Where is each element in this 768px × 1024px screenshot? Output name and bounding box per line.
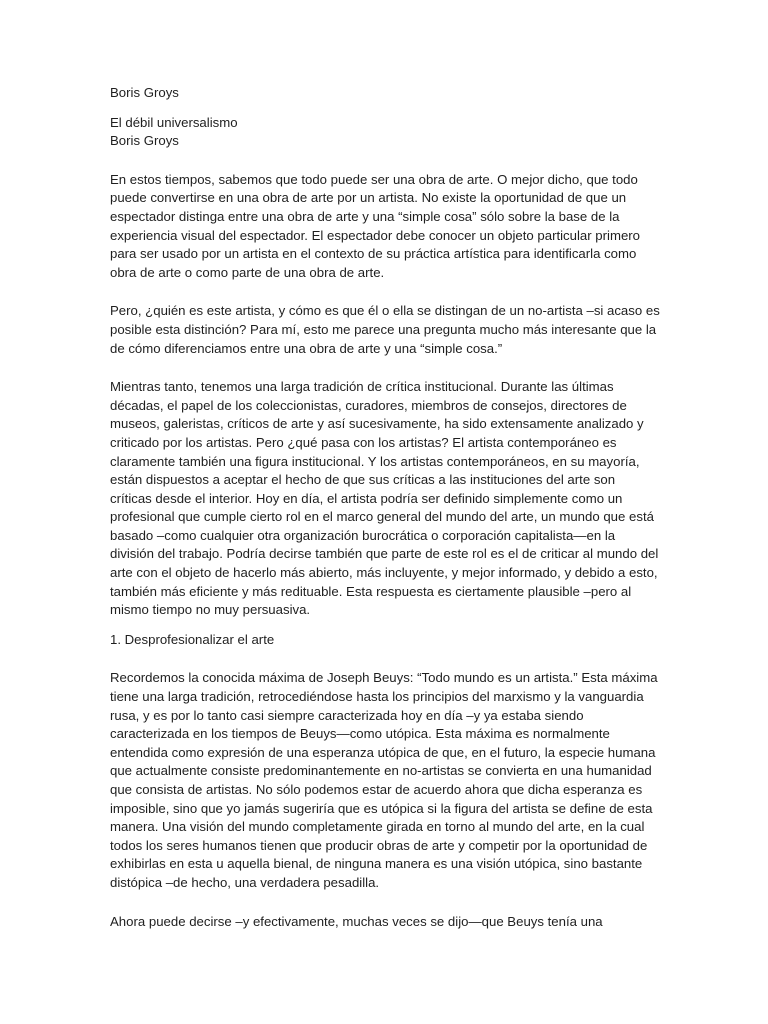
paragraph-intro-1: En estos tiempos, sabemos que todo puede ser una obra de arte. O mejor dicho, que todo puede convertirse en una obra de arte por un artista. No existe la oportunidad de que un espectador distinga entre una obra de arte y una “simple cosa” sólo sobre la base de la experiencia visual del espectador. El espectador debe conocer un objeto particular primero para ser usado por un artista en el contexto de su práctica artística para identificarla como obra de arte o como parte de una obra de arte. xyxy=(110,171,641,280)
document-body xyxy=(110,84,660,951)
paragraph-section-1: Recordemos la conocida máxima de Joseph Beuys: “Todo mundo es un artista.” Esta máxima tiene una larga tradición, retrocediéndose hasta los principios del marxismo y la vanguardia rusa, y es por lo tanto casi siempre caracterizada hoy en día –y ya estaba siendo caracterizada en los tiempos de Beuys—como utópica. Esta máxima es normalmente entendida como expresión de una esperanza utópica de que, en el futuro, la especie humana que actualmente consiste predominantemente en no-artistas se convierta en una humanidad que consista de artistas. No sólo podemos estar de acuerdo ahora que dicha esperanza es imposible, sino que yo jamás sugeriría que es utópica si la figura del artista se define de esta manera. Una visión del mundo completamente girada en torno al mundo del arte, en la cual todos los seres humanos tienen que producir obras de arte y competir por la oportunidad de exhibirlas en esta u aquella bienal, de ninguna manera es una visión utópica, sino bastante distópica –de hecho, una verdadera pesadilla. xyxy=(110,670,658,890)
section-heading: 1. Desprofesionalizar el arte xyxy=(110,631,275,647)
header-author: Boris Groys xyxy=(110,85,179,100)
document-title: El débil universalismo xyxy=(110,114,238,130)
paragraph-intro-3: Mientras tanto, tenemos una larga tradición de crítica institucional. Durante las últimas décadas, el papel de los coleccionistas, curadores, miembros de consejos, directores de museos, galeristas, críticos de arte y así sucesivamente, ha sido extensamente analizado y criticado por los artistas. Pero ¿qué pasa con los artistas? El artista contemporáneo es claramente también una figura institucional. Y los artistas contemporáneos, en su mayoría, están dispuestos a aceptar el hecho de que sus críticas a las instituciones del arte son críticas desde el interior. Hoy en día, el artista podría ser definido simplemente como un profesional que cumple cierto rol en el marco general del mundo del arte, un mundo que está basado –como cualquier otra organización burocrática o corporación capitalista—en la división del trabajo. Podría decirse también que parte de este rol es el de criticar al mundo del arte con el objeto de hacerlo más abierto, más incluyente, y mejor informado, y debido a esto, también más eficiente y más redituable. Esta respuesta es ciertamente plausible –pero al mismo tiempo no muy persuasiva. xyxy=(110,379,659,618)
document-byline: Boris Groys xyxy=(110,133,179,149)
title-block xyxy=(110,114,660,151)
paragraph-section-2: Ahora puede decirse –y efectivamente, muchas veces se dijo—que Beuys tenía una xyxy=(110,913,603,929)
paragraph-intro-2: Pero, ¿quién es este artista, y cómo es que él o ella se distingan de un no-artista –si acaso es posible esta distinción? Para mí, esto me parece una pregunta mucho más interesante que la de cómo diferenciamos entre una obra de arte y una “simple cosa.” xyxy=(110,303,660,356)
